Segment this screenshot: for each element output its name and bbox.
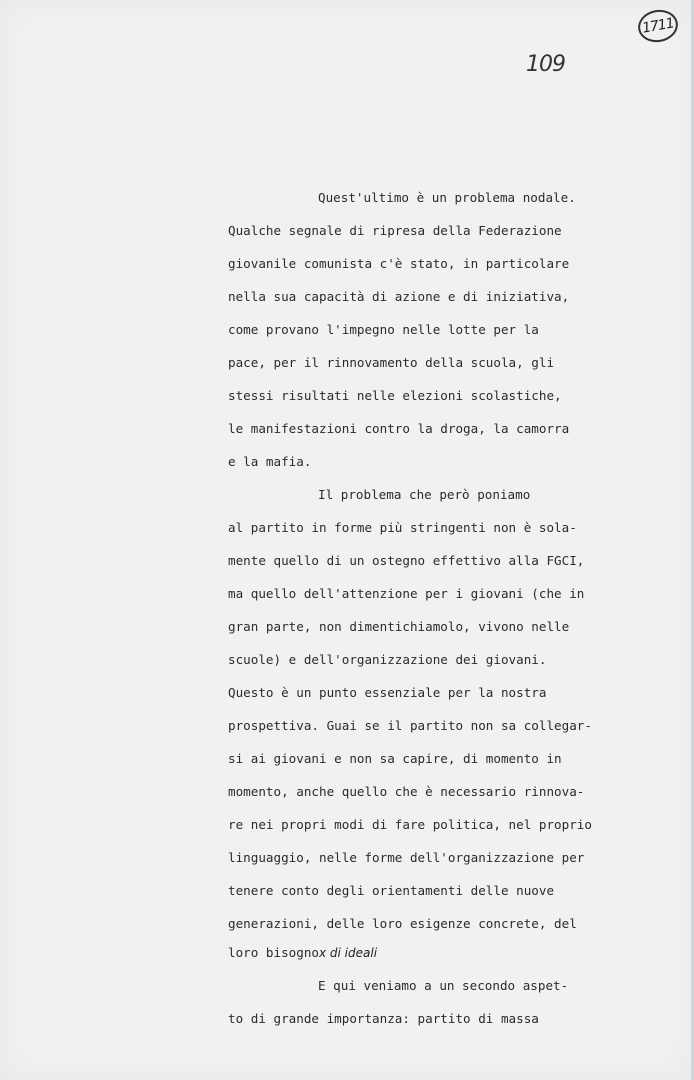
text-line: E qui veniamo a un secondo aspet-: [318, 978, 569, 993]
text-line: le manifestazioni contro la droga, la camorra: [228, 421, 570, 436]
text-line: Il problema che però poniamo: [318, 487, 531, 502]
text-line: pace, per il rinnovamento della scuola, gli: [228, 355, 555, 370]
text-line: loro bisogno: [228, 945, 319, 960]
text-line: giovanile comunista c'è stato, in particolare: [228, 256, 570, 271]
text-line: momento, anche quello che è necessario rinnova-: [228, 784, 585, 799]
text-line: gran parte, non dimentichiamolo, vivono nelle: [228, 619, 570, 634]
text-line: stessi risultati nelle elezioni scolastiche,: [228, 388, 562, 403]
text-line: to di grande importanza: partito di massa: [228, 1011, 539, 1026]
text-line: come provano l'impegno nelle lotte per la: [228, 322, 539, 337]
text-line: linguaggio, nelle forme dell'organizzazione per: [228, 850, 585, 865]
text-line-with-insertion: [228, 945, 377, 961]
text-line: e la mafia.: [228, 454, 312, 469]
text-line: Qualche segnale di ripresa della Federazione: [228, 223, 562, 238]
text-line: Quest'ultimo è un problema nodale.: [318, 190, 576, 205]
text-line: si ai giovani e non sa capire, di momento in: [228, 751, 562, 766]
text-line: re nei propri modi di fare politica, nel proprio: [228, 817, 592, 832]
text-line: prospettiva. Guai se il partito non sa collegar-: [228, 718, 592, 733]
text-line: generazioni, delle loro esigenze concrete, del: [228, 916, 577, 931]
text-line: Questo è un punto essenziale per la nostra: [228, 685, 547, 700]
text-line: ma quello dell'attenzione per i giovani (che in: [228, 586, 585, 601]
archive-stamp: 1711: [636, 7, 681, 45]
handwritten-page-number: 109: [526, 52, 565, 77]
handwritten-insertion: x di ideali: [319, 946, 378, 960]
text-line: mente quello di un ostegno effettivo alla FGCI,: [228, 553, 585, 568]
text-line: nella sua capacità di azione e di iniziativa,: [228, 289, 570, 304]
text-line: tenere conto degli orientamenti delle nuove: [228, 883, 555, 898]
text-line: scuole) e dell'organizzazione dei giovani.: [228, 652, 547, 667]
text-line: al partito in forme più stringenti non è sola-: [228, 520, 577, 535]
